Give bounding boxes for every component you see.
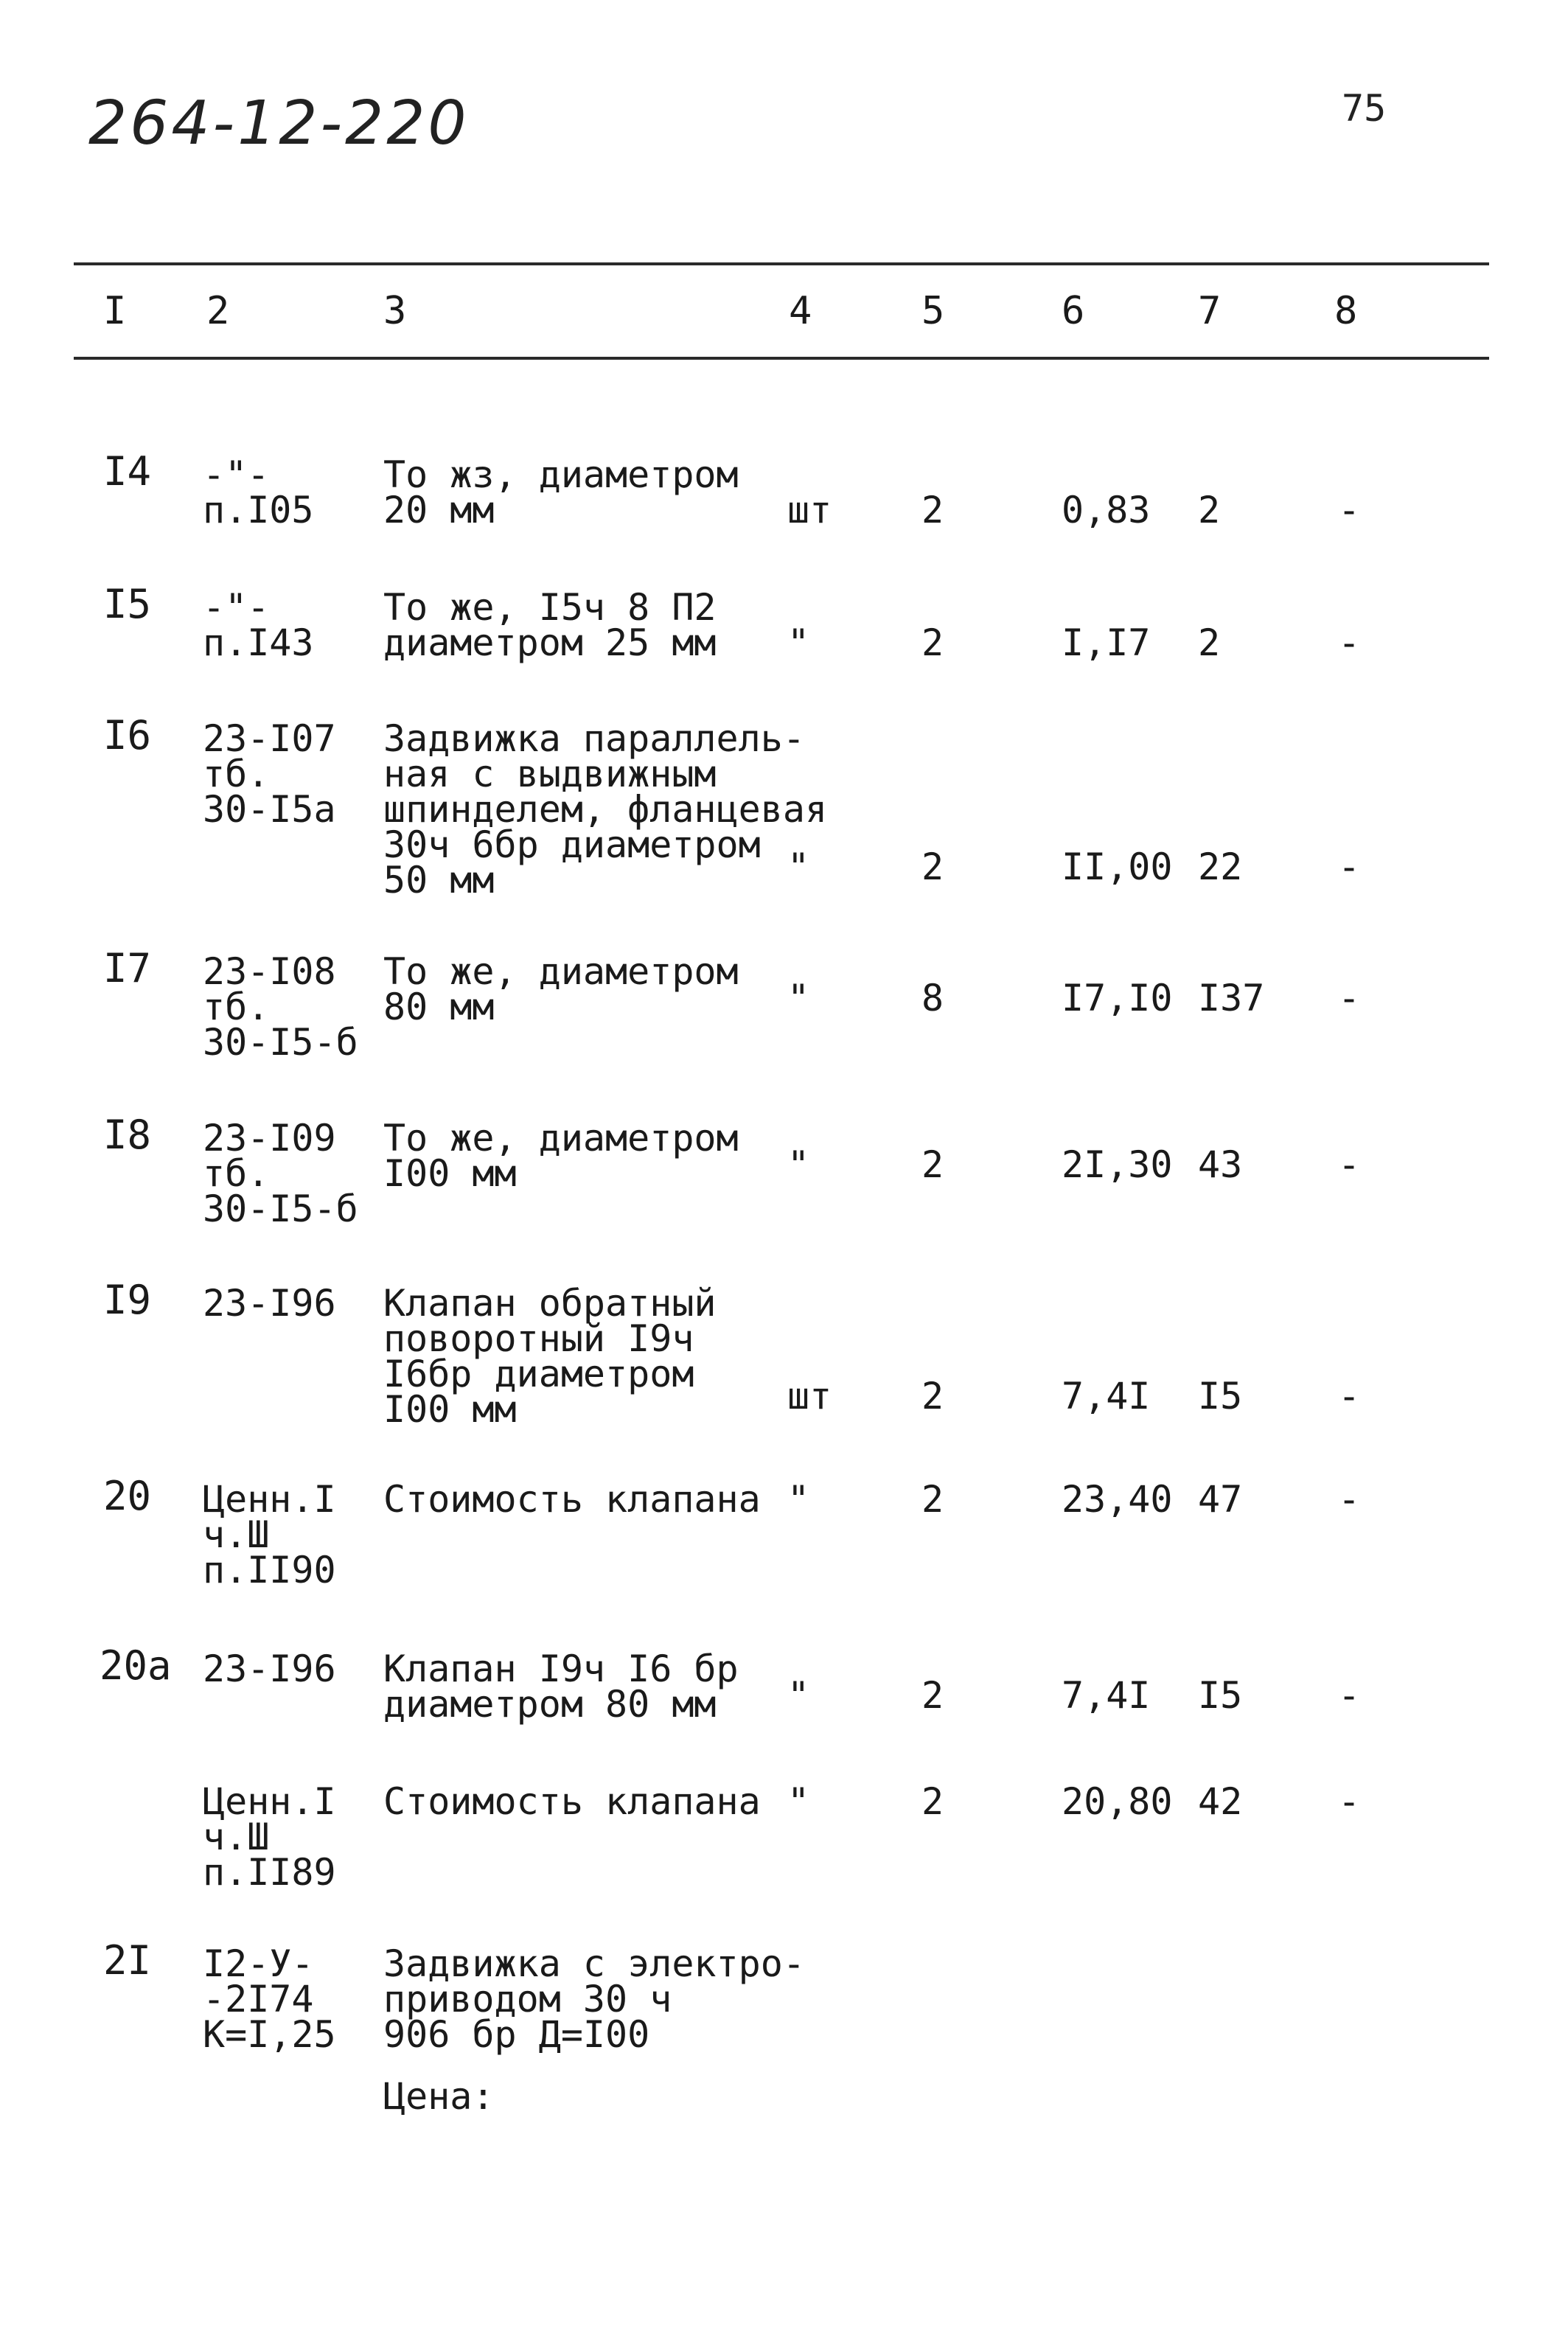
row-number: 20а: [100, 1642, 172, 1689]
row-description: То же, диаметром I00 мм: [383, 1117, 739, 1195]
column-header-2: 2: [206, 289, 230, 333]
row-unit: шт: [787, 1375, 832, 1418]
row-unit-price: 2I,30: [1062, 1143, 1173, 1186]
row-total: 2: [1198, 621, 1221, 664]
row-quantity: 2: [921, 845, 944, 888]
row-description: То жз, диаметром 20 мм: [383, 453, 739, 531]
row-number: I9: [103, 1277, 152, 1323]
row-reference: 23-I08 тб. 30-I5-б: [203, 950, 358, 1064]
row-total: 2: [1198, 489, 1221, 531]
row-number: I4: [103, 448, 152, 495]
row-description: Клапан I9ч I6 бр диаметром 80 мм: [383, 1648, 739, 1726]
row-unit-price: I7,I0: [1062, 977, 1173, 1019]
row-unit: ": [787, 1143, 810, 1186]
row-description: Стоимость клапана: [383, 1780, 761, 1823]
row-description: То же, диаметром 80 мм: [383, 950, 739, 1028]
row-reference: 23-I96: [203, 1282, 336, 1325]
row-quantity: 2: [921, 489, 944, 531]
row-note: -: [1338, 1780, 1361, 1823]
page-number: 75: [1342, 87, 1387, 130]
row-number: I5: [103, 581, 152, 627]
row-total: I5: [1198, 1375, 1243, 1418]
table-top-rule: [74, 262, 1489, 265]
row-number: 20: [103, 1473, 152, 1519]
row-unit-price: 20,80: [1062, 1780, 1173, 1823]
row-total: 42: [1198, 1780, 1243, 1823]
row-description: Задвижка параллель- ная с выдвижным шпинделем, фланцевая 30ч 6бр диаметром 50 мм: [383, 717, 828, 902]
row-note: -: [1338, 1478, 1361, 1521]
row-unit-price: II,00: [1062, 845, 1173, 888]
row-total: 47: [1198, 1478, 1243, 1521]
row-unit: ": [787, 1674, 810, 1717]
row-description: Задвижка с электро- приводом 30 ч 906 бр Д=I00: [383, 1942, 805, 2056]
row-reference: 23-I07 тб. 30-I5а: [203, 717, 336, 831]
row-number: I7: [103, 945, 152, 991]
column-header-3: 3: [383, 289, 407, 333]
price-label: Цена:: [383, 2075, 495, 2118]
row-unit-price: 0,83: [1062, 489, 1151, 531]
row-note: -: [1338, 1375, 1361, 1418]
row-unit-price: I,I7: [1062, 621, 1151, 664]
row-number: I6: [103, 712, 152, 759]
row-total: 22: [1198, 845, 1243, 888]
row-reference: -"- п.I43: [203, 586, 314, 664]
row-unit-price: 7,4I: [1062, 1674, 1151, 1717]
row-note: -: [1338, 1143, 1361, 1186]
row-unit: ": [787, 1478, 810, 1521]
row-reference: Ценн.I ч.Ш п.II90: [203, 1478, 336, 1591]
row-quantity: 2: [921, 1375, 944, 1418]
row-unit-price: 7,4I: [1062, 1375, 1151, 1418]
row-total: I5: [1198, 1674, 1243, 1717]
row-note: -: [1338, 1674, 1361, 1717]
row-quantity: 2: [921, 1674, 944, 1717]
column-header-6: 6: [1062, 289, 1085, 333]
row-number: 2I: [103, 1937, 152, 1984]
row-description: Клапан обратный поворотный I9ч I6бр диаметром I00 мм: [383, 1282, 717, 1431]
row-total: I37: [1198, 977, 1265, 1019]
row-unit: ": [787, 845, 810, 888]
row-total: 43: [1198, 1143, 1243, 1186]
row-unit: ": [787, 621, 810, 664]
column-header-7: 7: [1198, 289, 1222, 333]
row-unit: ": [787, 1780, 810, 1823]
row-quantity: 2: [921, 1143, 944, 1186]
row-note: -: [1338, 489, 1361, 531]
row-reference: 23-I09 тб. 30-I5-б: [203, 1117, 358, 1230]
row-quantity: 2: [921, 1780, 944, 1823]
row-note: -: [1338, 621, 1361, 664]
row-quantity: 2: [921, 1478, 944, 1521]
row-reference: I2-У- -2I74 К=I,25: [203, 1942, 336, 2056]
row-unit-price: 23,40: [1062, 1478, 1173, 1521]
row-quantity: 8: [921, 977, 944, 1019]
row-unit: ": [787, 977, 810, 1019]
row-reference: -"- п.I05: [203, 453, 314, 531]
column-header-8: 8: [1334, 289, 1358, 333]
column-header-5: 5: [921, 289, 945, 333]
row-number: I8: [103, 1112, 152, 1158]
row-description: Стоимость клапана: [383, 1478, 761, 1521]
row-reference: 23-I96: [203, 1648, 336, 1690]
row-quantity: 2: [921, 621, 944, 664]
document-code: 264-12-220: [88, 88, 470, 158]
row-description: То же, I5ч 8 П2 диаметром 25 мм: [383, 586, 717, 664]
row-note: -: [1338, 845, 1361, 888]
row-reference: Ценн.I ч.Ш п.II89: [203, 1780, 336, 1894]
column-header-1: I: [103, 289, 127, 333]
row-note: -: [1338, 977, 1361, 1019]
table-header-rule: [74, 357, 1489, 360]
column-header-4: 4: [789, 289, 812, 333]
row-unit: шт: [787, 489, 832, 531]
